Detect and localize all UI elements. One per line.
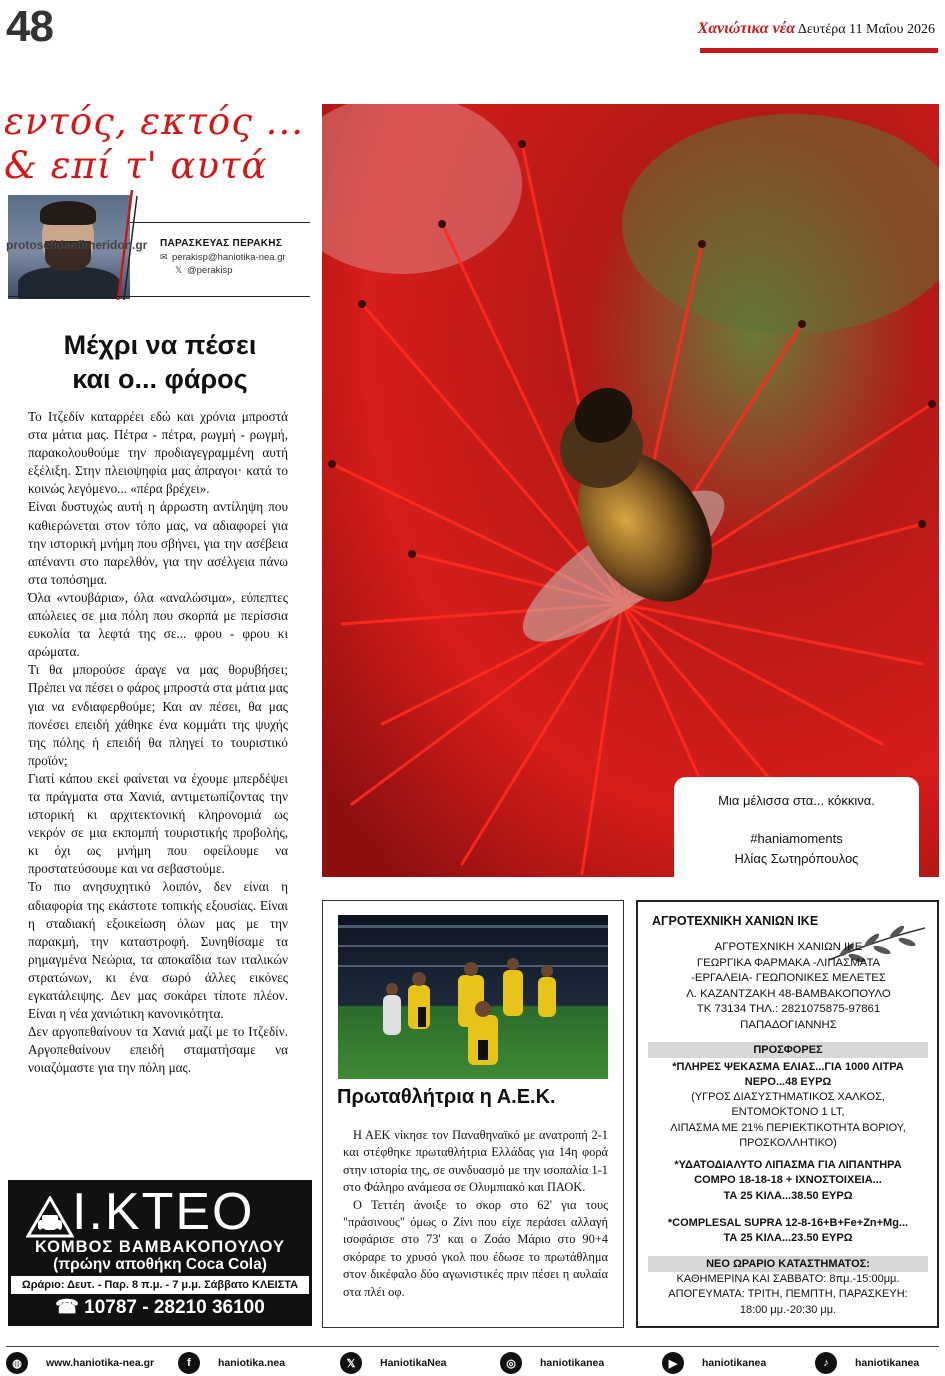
youtube-icon: ▶	[662, 1352, 684, 1374]
author-email-text: perakisp@haniotika-nea.gr	[172, 252, 286, 263]
ad-offer-line: ΛΙΠΑΣΜΑ ΜΕ 21% ΠΕΡΙΕΚΤΙΚΟΤΗΤΑ ΒΟΡΙΟΥ,	[670, 1121, 906, 1134]
ad-offer-line: *ΥΔΑΤΟΔΙΑΛΥΤΟ ΛΙΠΑΣΜΑ ΓΙΑ ΛΙΠΑΝΤΗΡΑ	[674, 1159, 902, 1171]
article-paragraph: Όλα «ντουβάρια», όλα «αναλώσιμα», εύπεπτες απώλειες σε μια πόλη που σκορπά με περίσσια ευκολία τα λεφτά της σε... φρου - φρου κι αρώματα.	[28, 589, 288, 660]
footer-website[interactable]	[6, 1352, 154, 1374]
footer-rule	[6, 1346, 939, 1347]
footer-facebook-text: haniotika.nea	[218, 1357, 286, 1369]
kteo-hours: Ωράριο: Δευτ. - Παρ. 8 π.μ. - 7 μ.μ. Σάββατο ΚΛΕΙΣΤΑ	[11, 1276, 309, 1294]
ad-line: ΠΑΠΑΔΟΓΙΑΝΝΗΣ	[740, 1018, 837, 1031]
ad-offer-line: COMPO 18-18-18 + ΙΧΝΟΣΤΟΙΧΕΙΑ...	[694, 1174, 882, 1187]
footer-x[interactable]	[340, 1352, 447, 1374]
author-x-text: @perakisp	[187, 265, 233, 276]
ad-line: ΓΕΩΡΓΙΚΑ ΦΑΡΜΑΚΑ -ΛΙΠΑΣΜΑΤΑ	[696, 956, 881, 969]
ad-offer-line: ΠΡΟΣΚΟΛΛΗΤΙΚΟ)	[739, 1136, 837, 1149]
car-icon	[26, 1196, 74, 1238]
footer-tiktok-text: haniotikanea	[855, 1357, 920, 1369]
ad-offers-label: ΠΡΟΣΦΟΡΕΣ	[648, 1042, 928, 1058]
photo-hashtag: #haniamoments	[750, 831, 843, 846]
headline-line1: Μέχρι να πέσει	[63, 330, 257, 360]
sports-title: Πρωταθλήτρια η Α.Ε.Κ.	[337, 1086, 556, 1108]
issue-date: Δευτέρα 11 Μαΐου 2026	[797, 22, 935, 37]
agrotechniki-ad	[636, 900, 939, 1328]
page-number: 48	[6, 2, 53, 51]
phone-icon: ☎	[55, 1297, 85, 1318]
kteo-location: ΚΟΜΒΟΣ ΒΑΜΒΑΚΟΠΟΥΛΟΥ	[34, 1238, 286, 1256]
author-bottom-rule	[8, 296, 310, 297]
sports-paragraph: Ο Τεττέη άνοιξε το σκορ στο 62' για τους "πράσινους" όμως ο Ζίνι που είχε περάσει αλλαγή ισοφάρισε στο 73' και ο Ζοάο Μάριο στο 90+4 σκόραρε το χρυσό γκολ που έδωσε το πρωτάθλημα στον δικέφαλο δύο αγωνιστικές πριν πέσει η αυλαία στα πλέι οφ.	[343, 1197, 608, 1299]
instagram-icon: ◎	[500, 1352, 522, 1374]
author-x	[175, 265, 233, 276]
ad-offer-line: ΝΕΡΟ...48 ΕΥΡΩ	[744, 1076, 832, 1089]
kteo-name: Ι.ΚΤΕΟ	[72, 1183, 255, 1241]
sports-paragraph: Η ΑΕΚ νίκησε τον Παναθηναϊκό με ανατροπή 2-1 και στέφθηκε πρωταθλήτρια Ελλάδας για 14η φορά στην ιστορία της, σε συνδυασμό με την ισοπαλία 1-1 στο Φάληρο ανάμεσα σε Ολυμπιακό και ΠΑΟΚ.	[343, 1128, 608, 1195]
sports-body	[343, 1127, 608, 1301]
ad-hours-label: ΝΕΟ ΩΡΑΡΙΟ ΚΑΤΑΣΤΗΜΑΤΟΣ:	[648, 1256, 928, 1272]
ad-offer-2	[648, 1158, 928, 1204]
ad-hours-line: ΚΑΘΗΜΕΡΙΝΑ ΚΑΙ ΣΑΒΒΑΤΟ: 8πμ.-15:00μμ.	[676, 1273, 900, 1285]
sports-box	[322, 900, 624, 1328]
ad-offer-line: ΕΝΤΟΜΟΚΤΟΝΟ 1 LT,	[731, 1106, 845, 1119]
ad-offer-line: (ΥΓΡΟΣ ΔΙΑΣΥΣΤΗΜΑΤΙΚΟΣ ΧΑΛΚΟΣ,	[691, 1091, 885, 1103]
article-paragraph: Δεν αργοπεθαίνουν τα Χανιά μαζί με το Ιτζεδίν. Αργοπεθαίνουν επειδή σταματήσαμε να νοιαζόμαστε για την πόλη μας.	[28, 1024, 288, 1076]
ad-company-details	[646, 940, 931, 1033]
kteo-former: (πρώην αποθήκη Coca Cola)	[53, 1256, 267, 1273]
author-name: ΠΑΡΑΣΚΕΥΑΣ ΠΕΡΑΚΗΣ	[160, 238, 283, 249]
ad-hours	[648, 1272, 928, 1318]
article-paragraph: Γιατί κάπου εκεί φαίνεται να έχουμε μπερδέψει τα πράγματα στα Χανιά, αντιμετωπίζοντας την ιστορική κι αρχιτεκτονική κληρονομιά ως νεκρόν σε μια εκπομπή τουριστικής προβολής, κι όχι ως μνήμη που οφείλουμε να προστατεύσουμε και να σεβαστούμε.	[28, 770, 288, 877]
article-body	[28, 408, 288, 1077]
column-title-line2: & επί τ' αυτά	[4, 144, 268, 187]
photo-caption-box	[674, 777, 919, 877]
mail-icon: ✉	[160, 252, 168, 262]
tiktok-icon: ♪	[815, 1352, 837, 1374]
masthead	[698, 20, 935, 38]
header-rule	[700, 48, 938, 53]
article-paragraph: Είναι δυστυχώς αυτή η άρρωστη αντίληψη που καθιερώνεται στον τόπο μας, να αδιαφορεί για την ιστορική μνήμη που σβήνει, για την ασέβεια απέναντι στο παρελθόν, για την ασέλγεια πάνω στα τοπόσημα.	[28, 499, 288, 587]
article-paragraph: Το Ιτζεδίν καταρρέει εδώ και χρόνια μπροστά στα μάτια μας. Πέτρα - πέτρα, ρωγμή - ρωγμή, παρακολουθούμε την προδιαγεγραμμένη αυτή εξέλιξη. Στην πλειοψηφία μας άπραγοι· κατά το κοινώς λεγόμενο... «πέρα βρέχει».	[28, 409, 288, 497]
article-paragraph: Τι θα μπορούσε άραγε να μας θορυβήσει; Πρέπει να πέσει ο φάρος μπροστά στα μάτια μας για να ενδιαφερθούμε; Και αν πέσει, θα μας πονέσει επειδή χάθηκε ένα κομμάτι της ψυχής της πόλης ή επειδή θα πληγεί το τουριστικό προϊόν;	[28, 662, 288, 768]
footer-youtube-text: haniotikanea	[702, 1357, 767, 1369]
footer-youtube[interactable]	[662, 1352, 766, 1374]
ad-offer-line: ΤΑ 25 ΚΙΛΑ...23.50 ΕΥΡΩ	[723, 1232, 853, 1245]
ad-line: ΑΓΡΟΤΕΧΝΙΚΗ ΧΑΝΙΩΝ ΙΚΕ	[714, 941, 863, 953]
globe-icon: ◍	[6, 1352, 28, 1374]
aek-celebration-photo	[338, 915, 608, 1079]
photo-credit: Ηλίας Σωτηρόπουλος	[734, 851, 859, 866]
article-paragraph: Το πιο ανησυχητικό λοιπόν, δεν είναι η αδιαφορία της εκάστοτε τοπικής εξουσίας. Είναι η σταδιακή εξοικείωση όλων μας με την παρακμή, την καταστροφή. Συνηθίσαμε τα ρημαγμένα Νεώρια, τα αποκαΐδια των ιταλικών στρατώνων, κι ένα σωρό άλλες εικόνες εγκατάλειψης. Δεν μας σοκάρει τίποτε πλέον. Είναι η νέα χανιώτικη κανονικότητα.	[28, 879, 288, 1022]
kteo-phone-number: 10787 - 28210 36100	[84, 1297, 265, 1318]
ad-offer-line: ΤΑ 25 ΚΙΛΑ...38.50 ΕΥΡΩ	[723, 1189, 853, 1202]
ad-hours-line: ΑΠΟΓΕΥΜΑΤΑ: ΤΡΙΤΗ, ΠΕΜΠΤΗ, ΠΑΡΑΣΚΕΥΗ:	[668, 1288, 908, 1301]
facebook-icon: f	[178, 1352, 200, 1374]
kteo-phone	[8, 1296, 312, 1319]
footer-x-text: HaniotikaNea	[380, 1357, 447, 1369]
footer-tiktok[interactable]	[815, 1352, 919, 1374]
ad-offer-line: *COMPLESAL SUPRA 12-8-16+B+Fe+Zn+Mg...	[667, 1217, 909, 1229]
author-email	[160, 252, 286, 263]
newspaper-brand: Χανιώτικα νέα	[697, 20, 796, 37]
ad-line: Λ. ΚΑΖΑΝΤΖΑΚΗ 48-ΒΑΜΒΑΚΟΠΟΥΛΟ	[686, 987, 891, 1000]
footer-instagram[interactable]	[500, 1352, 604, 1374]
ad-offer-1-details	[648, 1090, 928, 1151]
column-title-line1: εντός, εκτός ...	[4, 100, 304, 143]
ad-line: -ΕΡΓΑΛΕΙΑ- ΓΕΩΠΟΝΙΚΕΣ ΜΕΛΕΤΕΣ	[691, 972, 886, 984]
x-icon: 𝕏	[340, 1352, 362, 1374]
footer-instagram-text: haniotikanea	[540, 1357, 605, 1369]
photo-caption: Μια μέλισσα στα... κόκκινα.	[718, 793, 875, 808]
kteo-ad	[8, 1180, 312, 1326]
watermark: protoselidaefimeridon.gr	[6, 238, 148, 252]
ad-offer-3	[648, 1216, 928, 1247]
column-title	[4, 100, 314, 188]
article-headline	[10, 328, 310, 396]
ad-offer-line: *ΠΛΗΡΕΣ ΨΕΚΑΣΜΑ ΕΛΙΑΣ...ΓΙΑ 1000 ΛΙΤΡΑ	[672, 1061, 904, 1073]
bee-photo	[322, 104, 939, 877]
footer-website-text: www.haniotika-nea.gr	[46, 1357, 155, 1369]
ad-company: ΑΓΡΟΤΕΧΝΙΚΗ ΧΑΝΙΩΝ ΙΚΕ	[652, 914, 819, 928]
x-icon: 𝕏	[175, 265, 183, 275]
ad-hours-line: 18:00 μμ.-20:30 μμ.	[739, 1303, 837, 1316]
ad-line: ΤΚ 73134 ΤΗΛ.: 2821075875-97861	[696, 1003, 881, 1015]
headline-line2: και ο... φάρος	[72, 364, 248, 394]
ad-offer-1	[648, 1060, 928, 1091]
footer-facebook[interactable]	[178, 1352, 285, 1374]
